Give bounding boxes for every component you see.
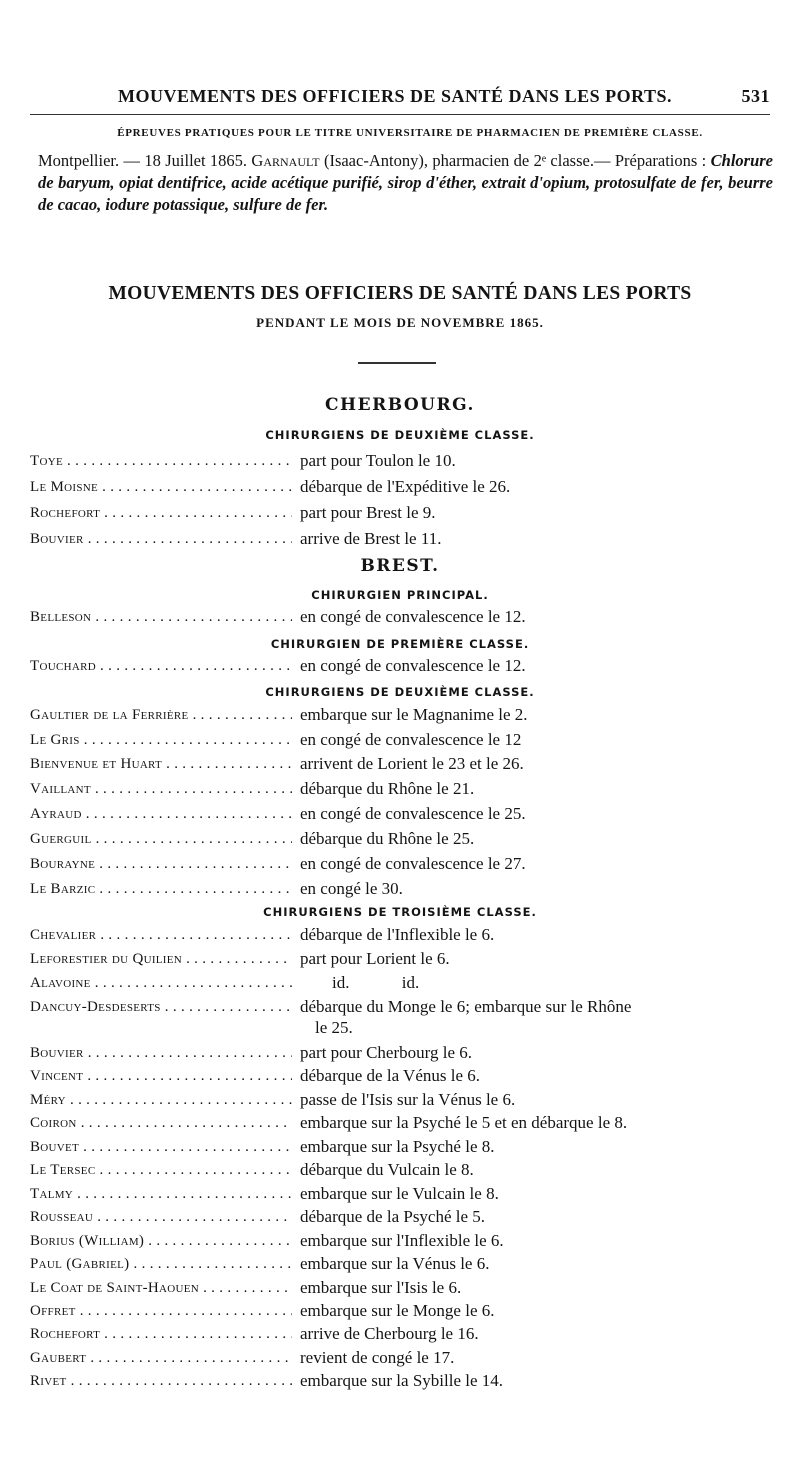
movement-text: part pour Brest le 9. bbox=[300, 503, 436, 522]
officer-name: Rivet . . . bbox=[30, 1368, 292, 1394]
movement-text: embarque sur la Sybille le 14. bbox=[300, 1371, 504, 1390]
movement-text: en congé de convalescence le 25. bbox=[300, 804, 526, 823]
header-rule bbox=[30, 114, 770, 115]
movement-text: embarque sur le Monge le 6. bbox=[300, 1301, 495, 1320]
officer-name: Gaubert . . . bbox=[30, 1345, 292, 1371]
officer-name: Ayraud . . . bbox=[30, 801, 292, 827]
movement-text: part pour Lorient le 6. bbox=[300, 949, 450, 968]
list-item bbox=[30, 604, 785, 630]
rank-heading: CHIRURGIENS DE DEUXIÈME CLASSE. bbox=[265, 428, 535, 442]
movement-text: embarque sur le Vulcain le 8. bbox=[300, 1184, 499, 1203]
movement-text: part pour Cherbourg le 6. bbox=[300, 1043, 473, 1062]
list-item bbox=[30, 702, 785, 728]
officer-name: Talmy . . . bbox=[30, 1181, 292, 1207]
officer-name: Le Barzic . . . bbox=[30, 876, 292, 902]
officer-name: Bouvier . . . bbox=[30, 526, 292, 552]
officer-name: Bouvier . . . bbox=[30, 1040, 292, 1066]
movement-text: en congé de convalescence le 12 bbox=[300, 730, 522, 749]
list-item bbox=[30, 801, 785, 827]
rank-heading: CHIRURGIEN DE PREMIÈRE CLASSE. bbox=[270, 637, 530, 651]
list-item bbox=[30, 1321, 785, 1347]
list-item bbox=[30, 500, 785, 526]
officer-name: Dancuy-Desdeserts . . . bbox=[30, 994, 292, 1020]
officer-name: Touchard . . . bbox=[30, 653, 292, 679]
list-item bbox=[30, 826, 785, 852]
officer-name: Coiron . . . bbox=[30, 1110, 292, 1136]
subtitle: PENDANT LE MOIS DE NOVEMBRE 1865. bbox=[256, 315, 544, 330]
movement-text: en congé de convalescence le 27. bbox=[300, 854, 526, 873]
rank-heading: CHIRURGIEN PRINCIPAL. bbox=[311, 588, 489, 602]
list-item bbox=[30, 526, 785, 552]
running-title: MOUVEMENTS DES OFFICIERS DE SANTÉ DANS LES PORTS. bbox=[118, 86, 672, 106]
movement-text: en congé de convalescence le 12. bbox=[300, 607, 526, 626]
list-item bbox=[30, 1063, 785, 1089]
officer-name: Toye . . . bbox=[30, 448, 292, 474]
list-item bbox=[30, 727, 785, 753]
movement-text: embarque sur la Psyché le 5 et en débarque le 8. bbox=[300, 1113, 628, 1132]
officer-name: Rochefort . . . bbox=[30, 500, 292, 526]
list-item bbox=[30, 1110, 785, 1136]
exams-heading: ÉPREUVES PRATIQUES POUR LE TITRE UNIVERSITAIRE DE PHARMACIEN DE PREMIÈRE CLASSE. bbox=[117, 127, 703, 139]
main-title: MOUVEMENTS DES OFFICIERS DE SANTÉ DANS LES PORTS bbox=[108, 283, 692, 304]
list-item bbox=[30, 851, 785, 877]
officer-name: Méry . . . bbox=[30, 1087, 292, 1113]
list-item bbox=[30, 751, 785, 777]
officer-name: Le Coat de Saint-Haouen . . . bbox=[30, 1275, 292, 1301]
officer-name: Guerguil . . . bbox=[30, 826, 292, 852]
page-number: 531 bbox=[741, 86, 770, 106]
movement-text: embarque sur le Magnanime le 2. bbox=[300, 705, 528, 724]
officer-name: Bourayne . . . bbox=[30, 851, 292, 877]
exam-city-date: Montpellier. — 18 Juillet 1865. bbox=[38, 151, 252, 170]
officer-name: Bienvenue et Huart . . . bbox=[30, 751, 292, 777]
officer-name: Le Moisne . . . bbox=[30, 474, 292, 500]
movement-text: débarque de la Vénus le 6. bbox=[300, 1066, 481, 1085]
movement-text: en congé de convalescence le 12. bbox=[300, 656, 526, 675]
movement-text: embarque sur l'Isis le 6. bbox=[300, 1278, 462, 1297]
officer-name: Leforestier du Quilien . . . bbox=[30, 946, 292, 972]
officer-name: Le Tersec . . . bbox=[30, 1157, 292, 1183]
movement-text: arrive de Brest le 11. bbox=[300, 529, 442, 548]
officer-name: Vaillant . . . bbox=[30, 776, 292, 802]
movement-text: débarque de la Psyché le 5. bbox=[300, 1207, 486, 1226]
movement-text: débarque du Rhône le 21. bbox=[300, 779, 475, 798]
list-item bbox=[30, 1251, 785, 1277]
list-item bbox=[30, 1368, 785, 1394]
list-item bbox=[30, 876, 785, 902]
officer-name: Alavoine . . . bbox=[30, 970, 292, 996]
movement-text: passe de l'Isis sur la Vénus le 6. bbox=[300, 1090, 516, 1109]
movement-text: part pour Toulon le 10. bbox=[300, 451, 456, 470]
list-item bbox=[30, 946, 785, 972]
officer-name: Le Gris . . . bbox=[30, 727, 292, 753]
movement-text-continued: le 25. bbox=[315, 1018, 353, 1037]
officer-name: Belleson . . . bbox=[30, 604, 292, 630]
movement-text: revient de congé le 17. bbox=[300, 1348, 455, 1367]
movement-text: débarque de l'Expéditive le 26. bbox=[300, 477, 511, 496]
movement-text: débarque de l'Inflexible le 6. bbox=[300, 925, 495, 944]
officer-name: Rochefort . . . bbox=[30, 1321, 292, 1347]
title-rule bbox=[358, 362, 436, 364]
movement-text: id. id. bbox=[332, 973, 420, 992]
movement-text: embarque sur l'Inflexible le 6. bbox=[300, 1231, 504, 1250]
movement-text: arrive de Cherbourg le 16. bbox=[300, 1324, 479, 1343]
exam-preparations: Chlorure de baryum, opiat dentifrice, acide acétique purifié, sirop d'éther, extrait d'opium, protosulfate de fer, beurre de cacao, iodure potassique, sulfure de fer. bbox=[38, 151, 773, 214]
exam-paragraph bbox=[38, 150, 773, 216]
officer-name: Gaultier de la Ferrière . . . bbox=[30, 702, 292, 728]
exam-candidate-rest: (Isaac-Antony), pharmacien de 2ᵉ classe.— Préparations : bbox=[319, 151, 711, 170]
list-item bbox=[30, 922, 785, 948]
movement-text: débarque du Rhône le 25. bbox=[300, 829, 475, 848]
section-title-cherbourg: CHERBOURG. bbox=[325, 395, 475, 415]
running-head bbox=[118, 86, 770, 114]
list-item bbox=[30, 653, 785, 679]
movement-text: débarque du Monge le 6; embarque sur le Rhône bbox=[300, 997, 632, 1016]
officer-name: Paul (Gabriel) . . . bbox=[30, 1251, 292, 1277]
list-item bbox=[30, 776, 785, 802]
officer-name: Chevalier . . . bbox=[30, 922, 292, 948]
movement-text: en congé le 30. bbox=[300, 879, 403, 898]
movement-text: embarque sur la Vénus le 6. bbox=[300, 1254, 490, 1273]
movement-text: arrivent de Lorient le 23 et le 26. bbox=[300, 754, 524, 773]
list-item bbox=[30, 448, 785, 474]
officer-name: Vincent . . . bbox=[30, 1063, 292, 1089]
rank-heading: CHIRURGIENS DE TROISIÈME CLASSE. bbox=[263, 905, 537, 919]
list-item bbox=[30, 474, 785, 500]
officer-name: Offret . . . bbox=[30, 1298, 292, 1324]
exam-candidate: Garnault bbox=[251, 151, 320, 170]
list-item bbox=[30, 994, 785, 1020]
officer-name: Bouvet . . . bbox=[30, 1134, 292, 1160]
officer-name: Rousseau . . . bbox=[30, 1204, 292, 1230]
list-item bbox=[30, 1157, 785, 1183]
officer-name: Borius (William) . . . bbox=[30, 1228, 292, 1254]
movement-text: débarque du Vulcain le 8. bbox=[300, 1160, 474, 1179]
list-item bbox=[30, 970, 785, 996]
section-title-brest: BREST. bbox=[360, 556, 440, 576]
movement-text: embarque sur la Psyché le 8. bbox=[300, 1137, 495, 1156]
rank-heading: CHIRURGIENS DE DEUXIÈME CLASSE. bbox=[265, 685, 535, 699]
list-item bbox=[30, 1204, 785, 1230]
